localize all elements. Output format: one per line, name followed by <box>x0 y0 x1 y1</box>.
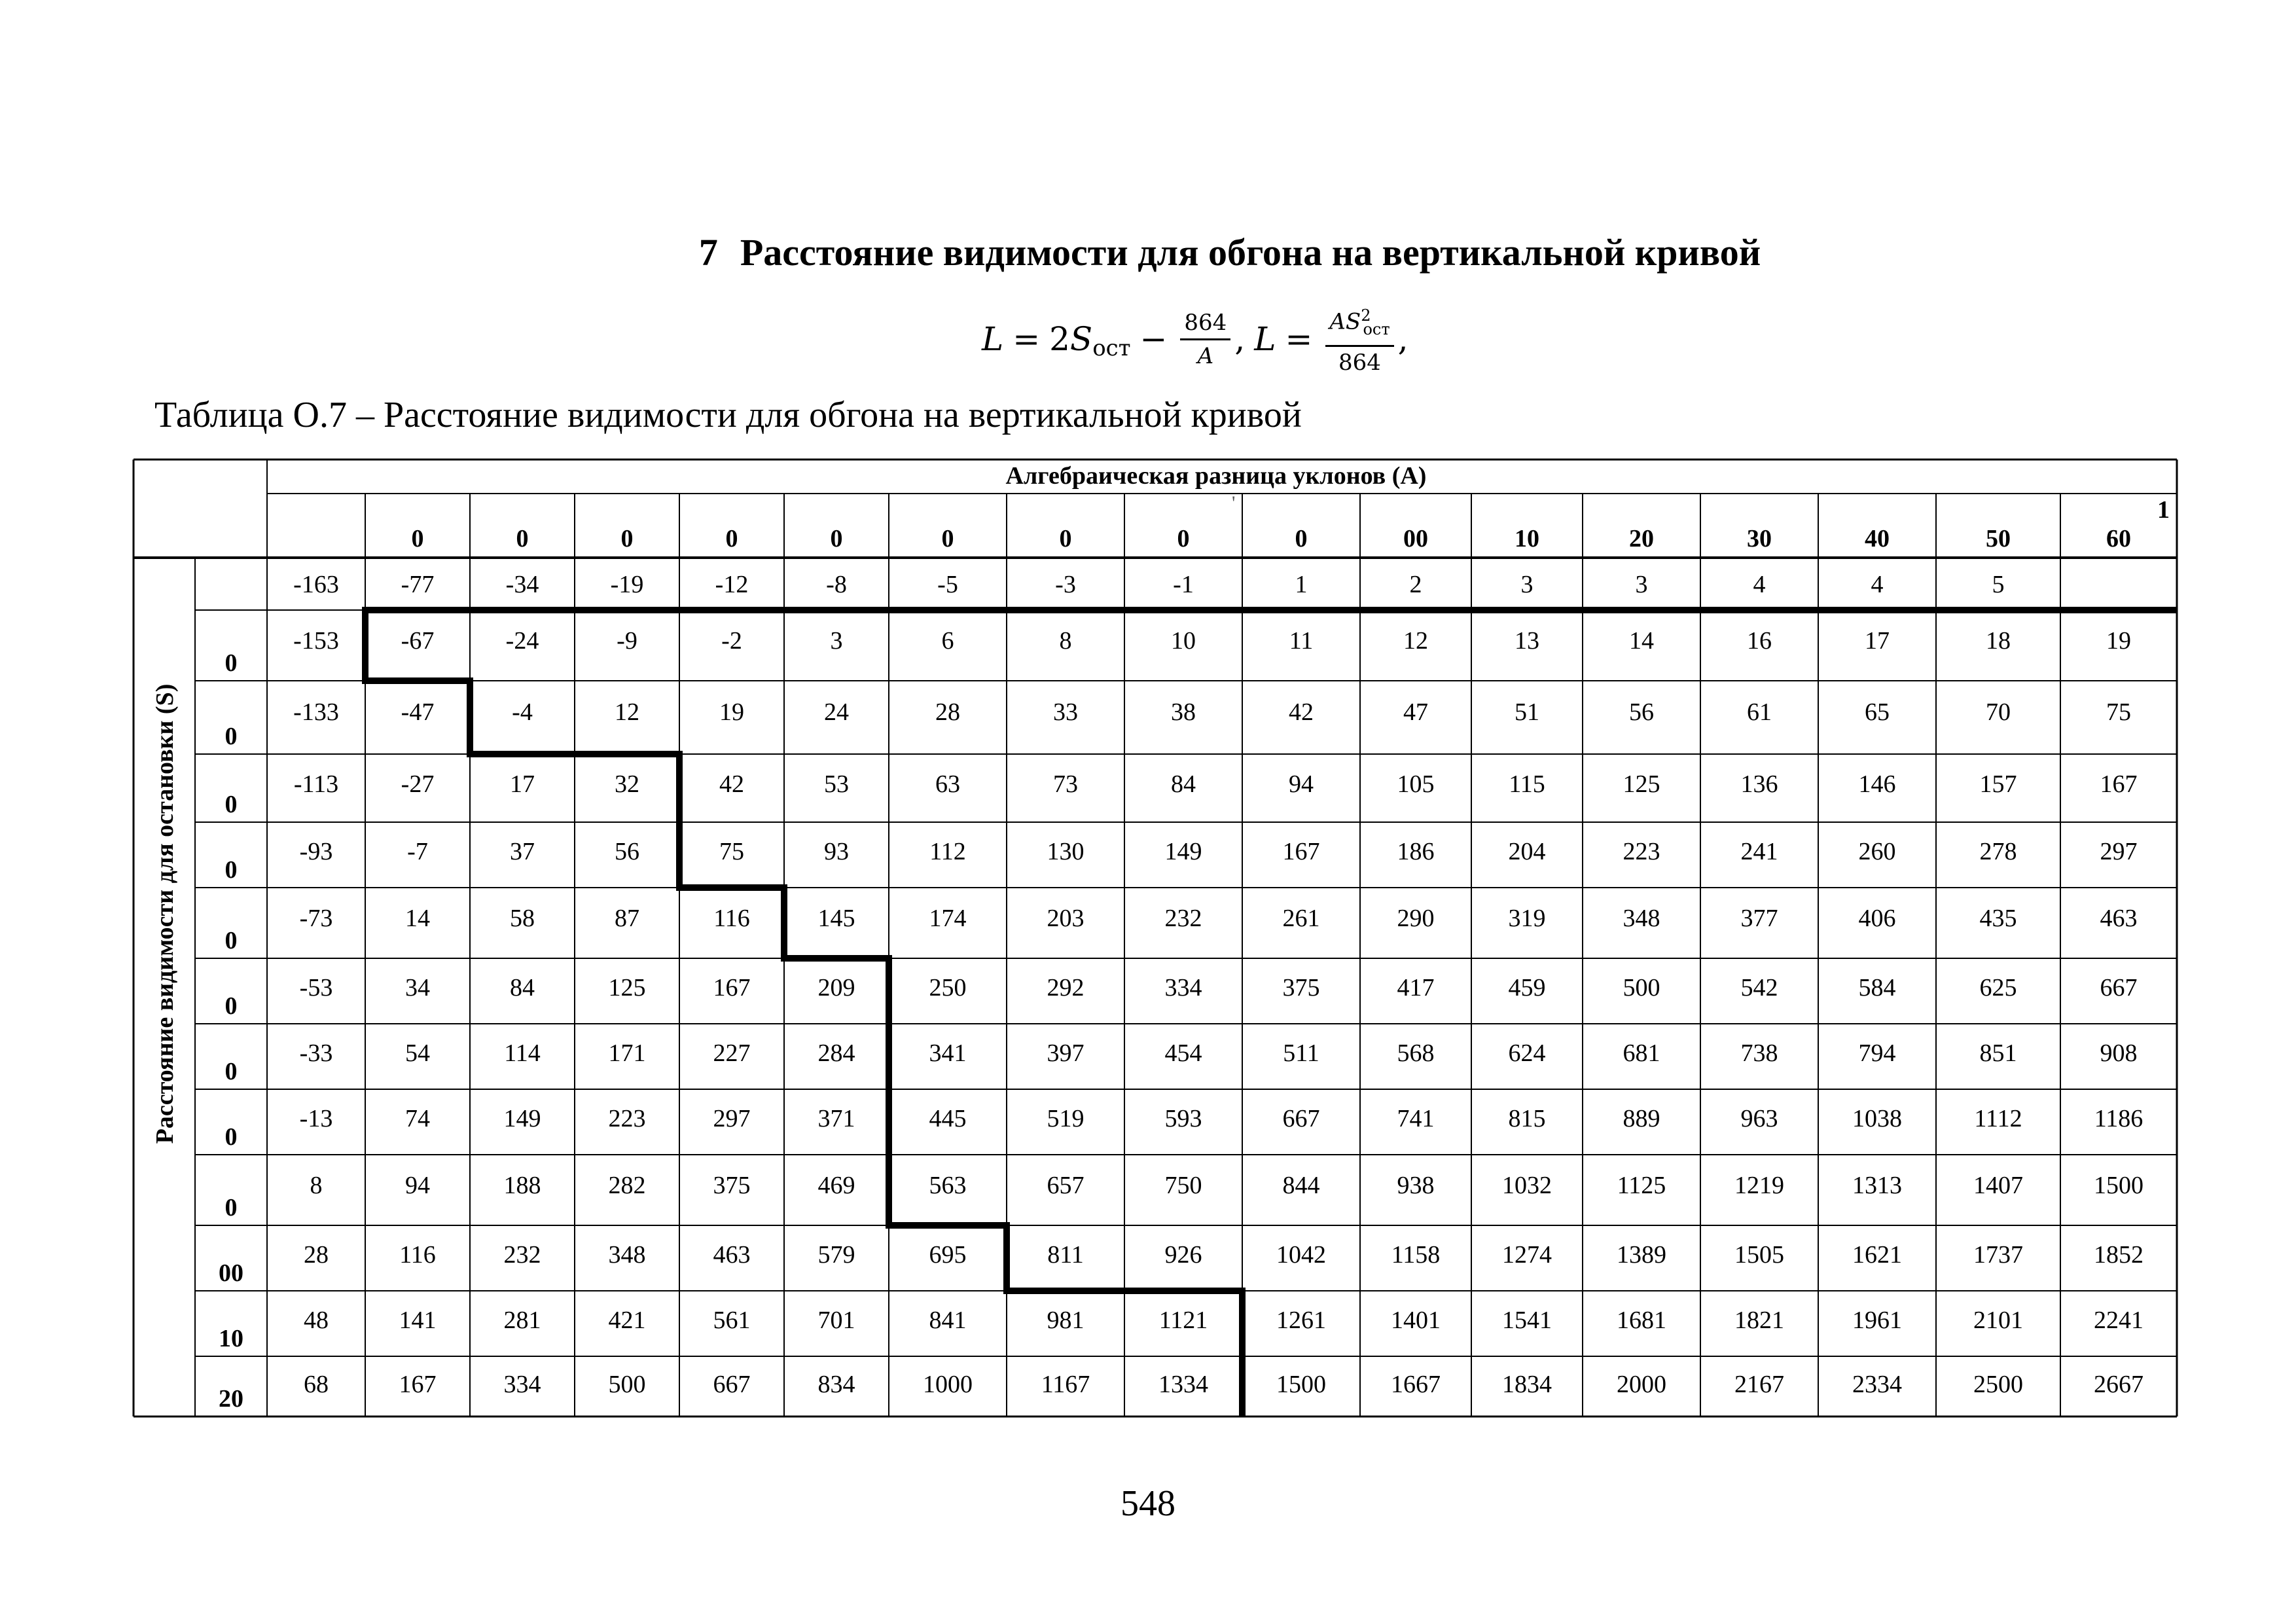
table-cell: 37 <box>510 838 535 865</box>
formula-s: S <box>1069 320 1093 358</box>
table-cell: 681 <box>1623 1039 1660 1067</box>
table-cell: 125 <box>608 974 646 1001</box>
table-cell: 542 <box>1740 974 1778 1001</box>
table-cell: 297 <box>713 1105 751 1132</box>
row-label: 0 <box>224 1194 238 1221</box>
table-cell: 1681 <box>1617 1307 1666 1334</box>
row-label: 20 <box>219 1385 243 1413</box>
table-cell: 624 <box>1508 1039 1546 1067</box>
table-cell: 4 <box>1871 570 1884 598</box>
table-cell: 223 <box>1623 838 1660 865</box>
table-cell: 667 <box>713 1371 751 1399</box>
table-cell: 701 <box>817 1307 855 1334</box>
table-cell: 1219 <box>1734 1171 1784 1199</box>
table-cell: 209 <box>817 974 855 1001</box>
table-cell: 584 <box>1858 974 1896 1001</box>
table-cell: 1500 <box>2094 1171 2144 1199</box>
table-cell: 75 <box>2106 698 2131 726</box>
table-cell: 171 <box>608 1039 646 1067</box>
table-cell: 454 <box>1164 1039 1202 1067</box>
table-cell: 3 <box>1520 570 1534 598</box>
table-cell: 105 <box>1397 770 1435 798</box>
row-label: 0 <box>224 723 238 750</box>
table-cell: 38 <box>1171 698 1196 726</box>
table-cell: 334 <box>503 1371 541 1399</box>
table-cell: 815 <box>1508 1105 1546 1132</box>
table-cell: 261 <box>1282 904 1320 932</box>
formula-fraction-1 <box>1180 308 1230 370</box>
table-cell: 1401 <box>1391 1307 1441 1334</box>
table-cell: 61 <box>1747 698 1772 726</box>
table-cell: 125 <box>1623 770 1660 798</box>
table-cell: 2667 <box>2094 1371 2144 1399</box>
formula-eq: = <box>1013 320 1041 358</box>
fraction-2-denominator: 864 <box>1338 349 1381 376</box>
table-cell: 167 <box>713 974 751 1001</box>
column-header: 0 <box>516 525 529 552</box>
table-cell: 3 <box>1635 570 1648 598</box>
table-cell: 2000 <box>1617 1371 1666 1399</box>
formula-lhs-2: L <box>1254 320 1276 358</box>
table-cell: 116 <box>399 1241 436 1269</box>
table-cell: 149 <box>1164 838 1202 865</box>
table-cell: 58 <box>510 904 535 932</box>
formula <box>982 293 1408 385</box>
table-cell: -93 <box>299 838 333 865</box>
table-cell: 297 <box>2100 838 2138 865</box>
row-group-header: Расстояние видимости для остановки (S) <box>151 683 179 1144</box>
table-cell: -113 <box>293 770 339 798</box>
table-cell: 2500 <box>1973 1371 2023 1399</box>
table-cell: -19 <box>610 570 644 598</box>
table-cell: 981 <box>1047 1307 1085 1334</box>
table-cell: 851 <box>1979 1039 2017 1067</box>
table-cell: 1158 <box>1391 1241 1441 1269</box>
table-cell: -27 <box>401 770 435 798</box>
row-label: 0 <box>224 1123 238 1151</box>
table-cell: 417 <box>1397 974 1435 1001</box>
table-cell: 94 <box>1289 770 1314 798</box>
table-cell: 74 <box>405 1105 430 1132</box>
table-cell: 435 <box>1979 904 2017 932</box>
table-cell: 348 <box>1623 904 1660 932</box>
table-cell: -8 <box>826 570 847 598</box>
formula-minus: − <box>1139 320 1168 358</box>
table-cell: 741 <box>1397 1105 1435 1132</box>
table-cell: 65 <box>1865 698 1890 726</box>
table-cell: 12 <box>615 698 639 726</box>
table-cell: 500 <box>1623 974 1660 1001</box>
column-group-header: Алгебраическая разница уклонов (А) <box>1005 462 1427 490</box>
table-cell: 188 <box>503 1171 541 1199</box>
table-cell: -53 <box>299 974 333 1001</box>
formula-eq-2: = <box>1285 320 1313 358</box>
table-cell: 563 <box>929 1171 967 1199</box>
table-cell: -33 <box>299 1039 333 1067</box>
table-cell: 42 <box>1289 698 1314 726</box>
table-cell: 844 <box>1282 1171 1320 1199</box>
table-cell: 145 <box>817 904 855 932</box>
table-cell: 136 <box>1740 770 1778 798</box>
table-cell: 421 <box>608 1307 646 1334</box>
table-cell: 1821 <box>1734 1307 1784 1334</box>
table-cell: 42 <box>719 770 744 798</box>
table-cell: 667 <box>2100 974 2138 1001</box>
table-cell: 1500 <box>1276 1371 1326 1399</box>
table-cell: 667 <box>1282 1105 1320 1132</box>
table-cell: 87 <box>615 904 639 932</box>
table-cell: 794 <box>1858 1039 1896 1067</box>
table-cell: -3 <box>1055 570 1076 598</box>
table-cell: 146 <box>1858 770 1896 798</box>
table-cell: -12 <box>715 570 749 598</box>
table-cell: 593 <box>1164 1105 1202 1132</box>
formula-fraction-2 <box>1325 301 1393 376</box>
column-header: 0 <box>1177 525 1190 552</box>
table-cell: 377 <box>1740 904 1778 932</box>
table-cell: -47 <box>401 698 435 726</box>
table-cell: 12 <box>1403 626 1428 655</box>
table-cell: 292 <box>1047 974 1085 1001</box>
table-cell: 926 <box>1164 1241 1202 1269</box>
table-cell: 14 <box>405 904 430 932</box>
column-header: 50 <box>1986 525 2011 552</box>
column-header: 30 <box>1747 525 1772 552</box>
table-cell: 889 <box>1623 1105 1660 1132</box>
section-title-text: Расстояние видимости для обгона на вертикальной кривой <box>740 231 1761 274</box>
table-cell: 375 <box>713 1171 751 1199</box>
table-cell: 1737 <box>1973 1241 2023 1269</box>
table-cell: 1112 <box>1974 1105 2022 1132</box>
table-cell: 750 <box>1164 1171 1202 1199</box>
section-number: 7 <box>698 231 718 274</box>
formula-trailing-comma: , <box>1397 320 1408 358</box>
table-cell: 18 <box>1986 626 2011 655</box>
table-cell: 1000 <box>923 1371 973 1399</box>
header-tick-mark: ' <box>1232 492 1236 514</box>
table-cell: 5 <box>1992 570 2005 598</box>
table-cell: 1274 <box>1502 1241 1552 1269</box>
column-header: 10 <box>1515 525 1539 552</box>
table-cell: 130 <box>1047 838 1085 865</box>
row-label: 0 <box>224 791 238 818</box>
table-cell: -4 <box>512 698 533 726</box>
table-cell: 28 <box>304 1241 329 1269</box>
section-title <box>0 226 2296 279</box>
table-cell: 32 <box>615 770 639 798</box>
table-cell: 149 <box>503 1105 541 1132</box>
formula-coef: 2 <box>1049 320 1070 358</box>
column-header: 0 <box>941 525 954 552</box>
table-cell: 141 <box>399 1307 437 1334</box>
table-cell: 463 <box>2100 904 2138 932</box>
column-header: 40 <box>1865 525 1890 552</box>
table-cell: 84 <box>510 974 535 1001</box>
table-cell: 167 <box>2100 770 2138 798</box>
table-cell: 738 <box>1740 1039 1778 1067</box>
table-cell: -73 <box>299 904 333 932</box>
table-cell: 1334 <box>1158 1371 1208 1399</box>
table-cell: 290 <box>1397 904 1435 932</box>
table-cell: 334 <box>1164 974 1202 1001</box>
column-header: 0 <box>620 525 634 552</box>
table-cell: 568 <box>1397 1039 1435 1067</box>
table-cell: -5 <box>937 570 958 598</box>
table-cell: -9 <box>617 626 637 655</box>
table-cell: 1834 <box>1502 1371 1552 1399</box>
table-cell: 278 <box>1979 838 2017 865</box>
table-cell: 281 <box>503 1307 541 1334</box>
table-cell: 53 <box>824 770 849 798</box>
table-cell: 841 <box>929 1307 967 1334</box>
table-cell: 260 <box>1858 838 1896 865</box>
table-cell: 73 <box>1053 770 1078 798</box>
table-cell: 17 <box>1865 626 1890 655</box>
table-cell: 48 <box>304 1307 329 1334</box>
table-cell: 1042 <box>1276 1241 1326 1269</box>
table-cell: 56 <box>615 838 639 865</box>
table-cell: 10 <box>1171 626 1196 655</box>
table-cell: 963 <box>1740 1105 1778 1132</box>
table-cell: -77 <box>401 570 435 598</box>
table-cell: 1032 <box>1502 1171 1552 1199</box>
table-cell: 203 <box>1047 904 1085 932</box>
table-cell: 112 <box>929 838 966 865</box>
table-cell: 1541 <box>1502 1307 1552 1334</box>
row-label: 0 <box>224 927 238 954</box>
table-cell: 375 <box>1282 974 1320 1001</box>
table-cell: 33 <box>1053 698 1078 726</box>
table-cell: -163 <box>293 570 339 598</box>
formula-lhs: L <box>982 320 1004 358</box>
table-cell: 341 <box>929 1039 967 1067</box>
table-cell: -34 <box>505 570 539 598</box>
table-cell: 1389 <box>1617 1241 1666 1269</box>
table-cell: 6 <box>941 626 954 655</box>
table-cell: 93 <box>824 838 849 865</box>
table-cell: 938 <box>1397 1171 1435 1199</box>
column-header: 0 <box>1059 525 1072 552</box>
row-label: 0 <box>224 992 238 1020</box>
table-cell: 114 <box>504 1039 541 1067</box>
table-cell: 1167 <box>1041 1371 1090 1399</box>
table-cell: 250 <box>929 974 967 1001</box>
table-cell: 232 <box>1164 904 1202 932</box>
table-cell: 167 <box>399 1371 437 1399</box>
table-cell: 519 <box>1047 1105 1085 1132</box>
formula-comma: , <box>1234 320 1246 358</box>
table-cell: 8 <box>1059 626 1072 655</box>
fraction-1-numerator: 864 <box>1180 308 1230 340</box>
column-header: 0 <box>830 525 843 552</box>
table-cell: 284 <box>817 1039 855 1067</box>
column-header: 0 <box>411 525 424 552</box>
table-cell: 16 <box>1747 626 1772 655</box>
table-cell: 47 <box>1403 698 1428 726</box>
table-cell: 1125 <box>1617 1171 1666 1199</box>
row-label: 00 <box>219 1259 243 1287</box>
table-cell: 834 <box>817 1371 855 1399</box>
table-cell: 397 <box>1047 1039 1085 1067</box>
table-cell: 371 <box>817 1105 855 1132</box>
table-cell: 908 <box>2100 1039 2138 1067</box>
table-cell: 115 <box>1509 770 1545 798</box>
table-cell: 19 <box>2106 626 2131 655</box>
table-caption: Таблица О.7 – Расстояние видимости для обгона на вертикальной кривой <box>154 395 1302 435</box>
row-label: 0 <box>224 649 238 677</box>
table-cell: 19 <box>719 698 744 726</box>
table-cell: 463 <box>713 1241 751 1269</box>
row-label: 0 <box>224 856 238 884</box>
table-cell: -2 <box>721 626 742 655</box>
table-cell: 13 <box>1515 626 1539 655</box>
table-cell: 167 <box>1282 838 1320 865</box>
column-header: 20 <box>1629 525 1654 552</box>
column-header: 0 <box>725 525 738 552</box>
table-cell: 445 <box>929 1105 967 1132</box>
table-cell: 68 <box>304 1371 329 1399</box>
table-cell: 24 <box>824 698 849 726</box>
table-cell: 1621 <box>1852 1241 1902 1269</box>
table-cell: 1038 <box>1852 1105 1902 1132</box>
table-cell: 561 <box>713 1307 751 1334</box>
table-cell: 579 <box>817 1241 855 1269</box>
table-cell: 1407 <box>1973 1171 2023 1199</box>
table-cell: 469 <box>817 1171 855 1199</box>
table-cell: 348 <box>608 1241 646 1269</box>
header-overflow-digit: 1 <box>2157 496 2170 524</box>
table-cell: 511 <box>1283 1039 1319 1067</box>
table-cell: 2334 <box>1852 1371 1902 1399</box>
table-cell: 500 <box>608 1371 646 1399</box>
table-cell: 241 <box>1740 838 1778 865</box>
table-cell: 695 <box>929 1241 967 1269</box>
table-cell: 1667 <box>1391 1371 1441 1399</box>
table-cell: 56 <box>1629 698 1654 726</box>
page-number: 548 <box>1121 1483 1175 1524</box>
table-cell: 94 <box>405 1171 430 1199</box>
table-cell: 1261 <box>1276 1307 1326 1334</box>
table-cell: 657 <box>1047 1171 1085 1199</box>
table-cell: 1961 <box>1852 1307 1902 1334</box>
row-label: 10 <box>219 1325 243 1352</box>
table-cell: 2241 <box>2094 1307 2144 1334</box>
table-cell: 1121 <box>1158 1307 1208 1334</box>
table-cell: -7 <box>407 838 428 865</box>
table-cell: 1 <box>1295 570 1308 598</box>
table-cell: 1505 <box>1734 1241 1784 1269</box>
column-header: 0 <box>1295 525 1308 552</box>
table-cell: -67 <box>401 626 435 655</box>
table-cell: 459 <box>1508 974 1546 1001</box>
table-cell: 11 <box>1289 626 1314 655</box>
table-cell: 84 <box>1171 770 1196 798</box>
table-cell: 1313 <box>1852 1171 1902 1199</box>
table-cell: 3 <box>830 626 843 655</box>
table-cell: 223 <box>608 1105 646 1132</box>
row-label: 0 <box>224 1058 238 1085</box>
table-cell: 1852 <box>2094 1241 2144 1269</box>
fraction-2-numerator: $AS^2_{ост}$ <box>1325 301 1393 346</box>
column-header: 00 <box>1403 525 1428 552</box>
table-cell: 282 <box>608 1171 646 1199</box>
table-cell: 2167 <box>1734 1371 1784 1399</box>
table-cell: 319 <box>1508 904 1546 932</box>
table-cell: 232 <box>503 1241 541 1269</box>
table-cell: 174 <box>929 904 967 932</box>
fraction-1-denominator: A <box>1197 342 1214 369</box>
table-cell: 1186 <box>2094 1105 2144 1132</box>
table-cell: -13 <box>299 1105 333 1132</box>
table-cell: -153 <box>293 626 339 655</box>
table-cell: 54 <box>405 1039 430 1067</box>
table-cell: 4 <box>1753 570 1766 598</box>
table-cell: -1 <box>1173 570 1194 598</box>
table-cell: 227 <box>713 1039 751 1067</box>
table-cell: 186 <box>1397 838 1435 865</box>
table-cell: 2 <box>1409 570 1422 598</box>
column-header: 60 <box>2106 525 2131 552</box>
table-cell: 406 <box>1858 904 1896 932</box>
table-cell: -24 <box>505 626 539 655</box>
table-cell: 116 <box>713 904 750 932</box>
table-cell: 8 <box>310 1171 323 1199</box>
table-cell: 811 <box>1047 1241 1084 1269</box>
table-cell: 157 <box>1979 770 2017 798</box>
table-cell: 14 <box>1629 626 1654 655</box>
table-cell: -133 <box>293 698 339 726</box>
table-cell: 2101 <box>1973 1307 2023 1334</box>
table-cell: 625 <box>1979 974 2017 1001</box>
table-cell: 34 <box>405 974 430 1001</box>
table-cell: 75 <box>719 838 744 865</box>
table-cell: 63 <box>935 770 960 798</box>
table-cell: 17 <box>510 770 535 798</box>
formula-sub: ост <box>1092 335 1131 361</box>
table-cell: 204 <box>1508 838 1546 865</box>
table-cell: 70 <box>1986 698 2011 726</box>
table-cell: 51 <box>1515 698 1539 726</box>
table-cell: 28 <box>935 698 960 726</box>
